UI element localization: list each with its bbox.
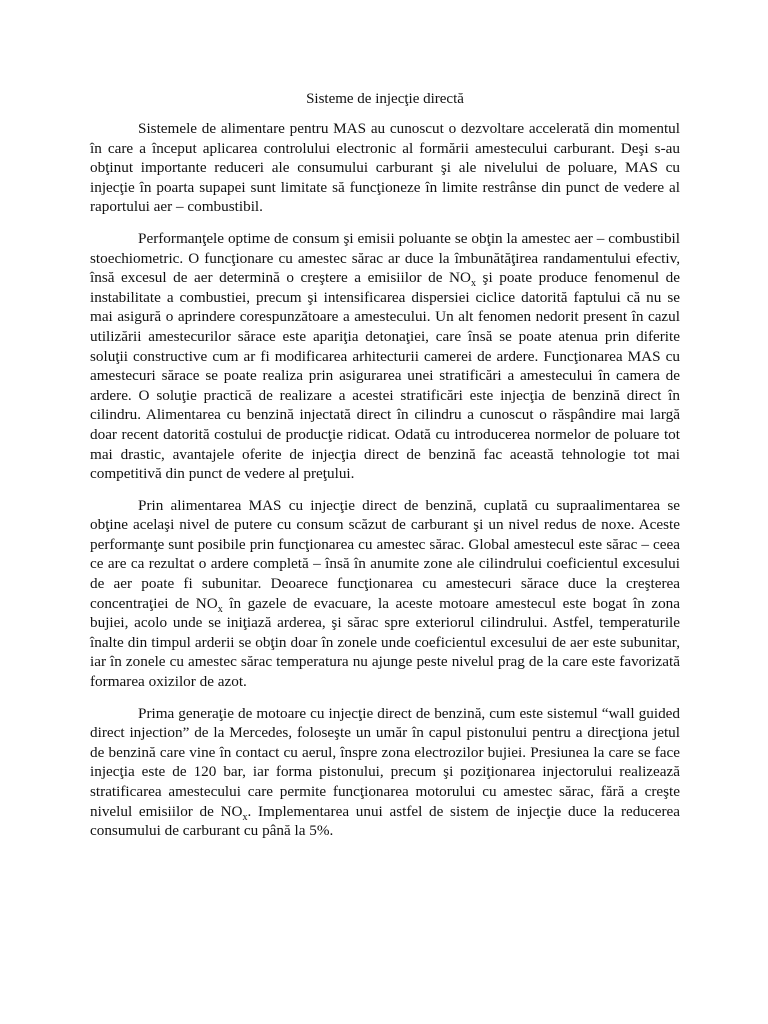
subscript-x: x [242,811,248,823]
subscript-x: x [217,603,223,615]
paragraph-2: Performanţele optime de consum şi emisii poluante se obţin la amestec aer – combustibil stoechiometric. O funcţionare cu amestec sărac ar duce la îmbunătăţirea randamentului efectiv, însă excesul de aer determină o creştere a emisiilor de $NO_x$ şi poate produce fenomenul de instabilitate a combustiei, precum şi intensificarea dispersiei ciclice datorită faptului că nu se mai asigură o aprindere corespunzătoare a amestecului. Un alt fenomen nedorit present în cazul utilizării amestecurilor sărace este apariţia detonaţiei, care însă se poate atenua prin diferite soluţii constructive cum ar fi modificarea arhitecturii camerei de ardere. Funcţionarea MAS cu amestecuri sărace se poate realiza prin asigurarea unei stratificări a amestecului în camera de ardere. O soluţie practică de realizare a acestei stratificări este injecţia de benzină direct în cilindru. Alimentarea cu benzină injectată direct în cilindru a cunoscut o răspândire mai largă doar recent datorită costului de producţie ridicat. Odată cu introducerea normelor de poluare tot mai drastic, avantajele oferite de injecţia direct de benzină fac această tehnologie tot mai competitivă din punct de vedere al preţului. [90,229,680,483]
document-title: Sisteme de injecţie directă [306,91,464,107]
paragraph-1: Sistemele de alimentare pentru MAS au cunoscut o dezvoltare accelerată din momentul în care a început aplicarea controlului electronic al formării amestecului carburant. Deşi s-au obţinut importante reduceri ale consumului carburant şi ale nivelului de poluare, MAS cu injecţie în poarta supapei sunt limitate să funcţioneze în limite restrânse din punct de vedere al raportului aer – combustibil. [90,120,680,216]
paragraph-3: Prin alimentarea MAS cu injecţie direct de benzină, cuplată cu supraalimentarea se obţine acelaşi nivel de putere cu consum scăzut de carburant şi un nivel redus de noxe. Aceste performanţe sunt posibile prin funcţionarea cu amestec sărac. Global amestecul este sărac – ceea ce are ca rezultat o ardere completă – însă în anumite zone ale cilindrului coeficientul excesului de aer poate fi subunitar. Deoarece funcţionarea cu amestecuri sărace duce la creşterea concentraţiei de $NO_x$ în gazele de evacuare, la aceste motoare amestecul este bogat în zona bujiei, acolo unde se iniţiază arderea, şi sărac spre exteriorul cilindrului. Astfel, temperaturile înalte din timpul arderii se obţin doar în zonele unde coeficientul excesului de aer este subunitar, iar în zonele cu amestec sărac temperatura nu ajunge peste nivelul prag de la care este favorizată formarea oxizilor de azot. [90,496,680,691]
paragraph-4: Prima generaţie de motoare cu injecţie direct de benzină, cum este sistemul “wall guided direct injection” de la Mercedes, foloseşte un umăr în capul pistonului pentru a direcţiona jetul de benzină care vine în contact cu aerul, înspre zona electrozilor bujiei. Presiunea la care se face injecţia este de 120 bar, iar forma pistonului, precum şi poziţionarea injectorului realizează stratificarea amestecului care permite funcţionarea motorului cu amestec sărac, fără a creşte nivelul emisiilor de $NO_x$. Implementarea unui astfel de sistem de injecţie duce la reducerea consumului de carburant cu până la 5%. [90,704,680,840]
subscript-x: x [470,278,476,290]
